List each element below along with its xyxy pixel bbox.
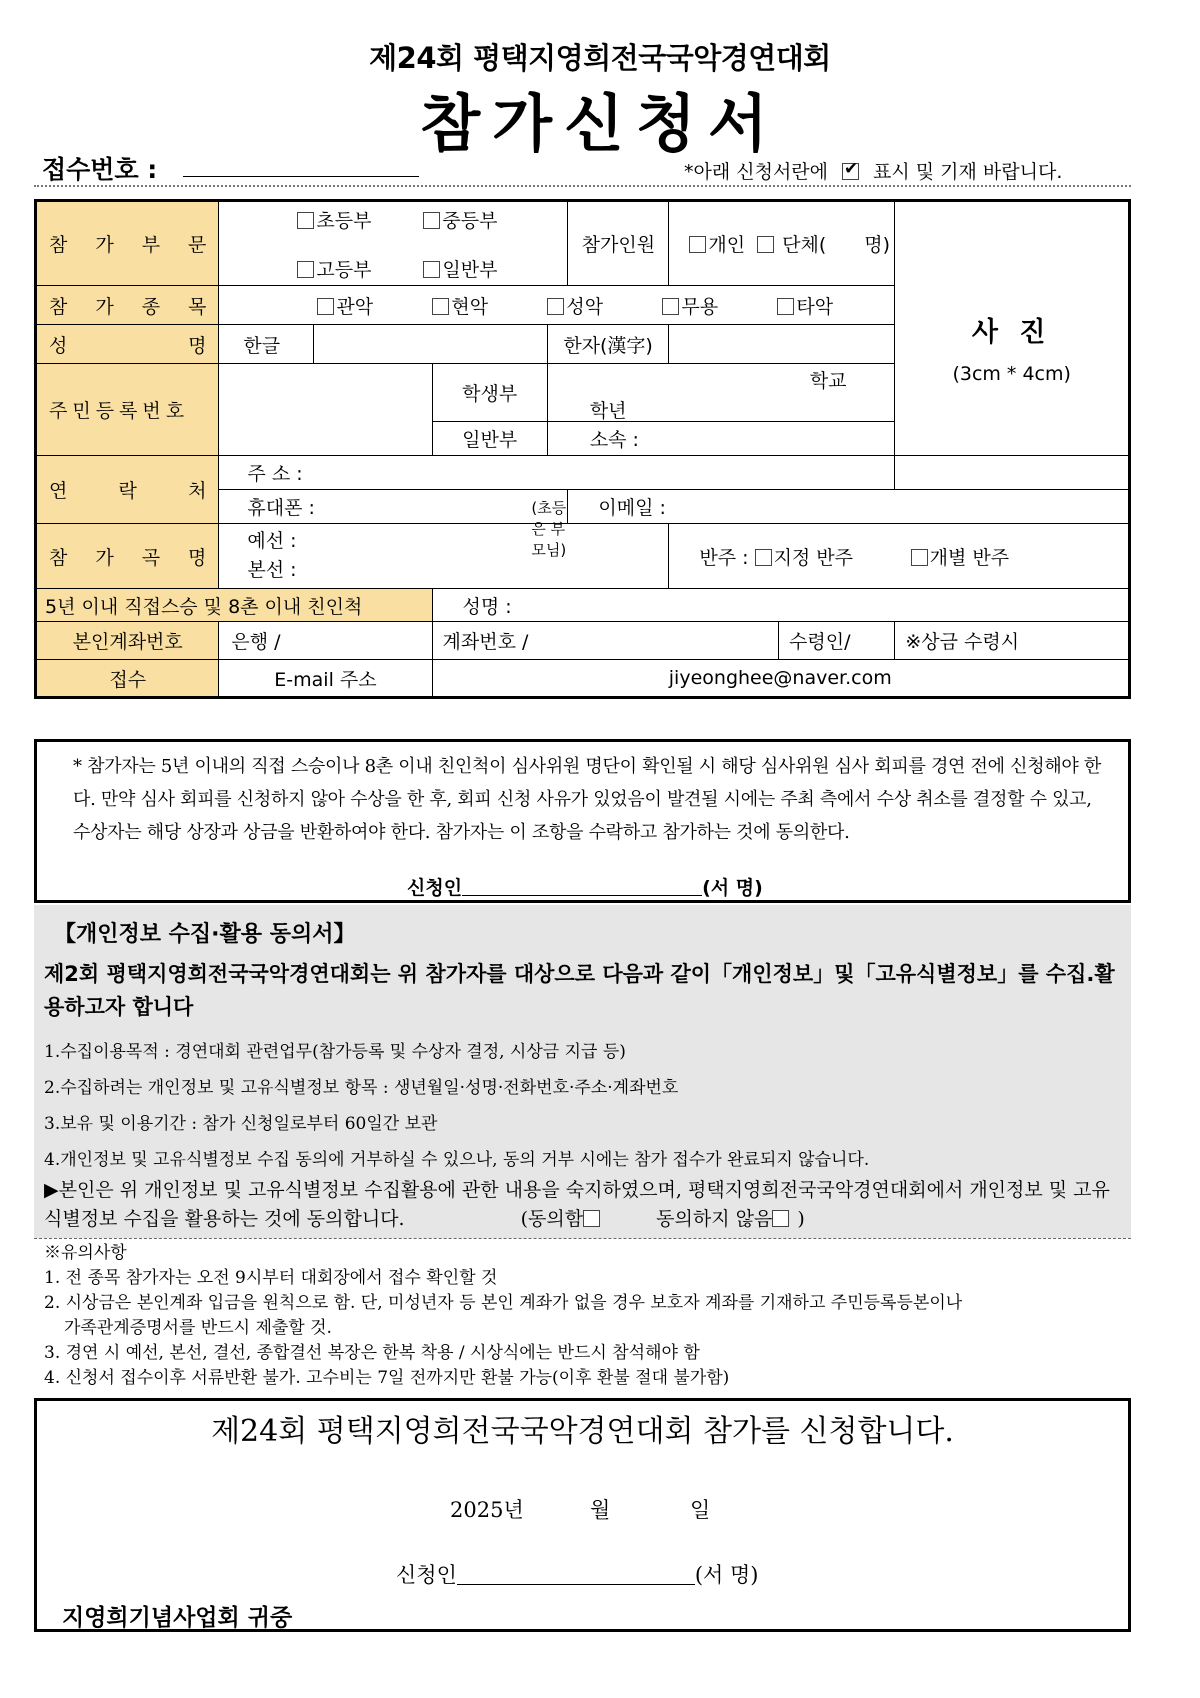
- photo-box: [895, 201, 1130, 456]
- privacy-agreement: ▶본인은 위 개인정보 및 고유식별정보 수집활용에 관한 내용을 숙지하였으며, 평택지영희전국국악경연대회에서 개인정보 및 고유식별정보 수집을 활용하는 것에 동의합니다. (동의함 동의하지 않음 ): [44, 1179, 1110, 1230]
- date-year: 2025년: [450, 1498, 524, 1522]
- category-vocal[interactable]: 성악: [547, 292, 662, 319]
- pledge-text: * 참가자는 5년 이내의 직접 스승이나 8촌 이내 친인척이 심사위원 명단이 확인될 시 해당 심사위원 심사 회피를 경연 전에 신청해야 한다. 만약 심사 회피를 신청하지 않아 수상을 한 후, 회피 신청 사유가 있었음이 발견될 시에는 주최 측에서 수상 취소를 결정할 수 있고, 수상자는 해당 상장과 상금을 반환하여야 한다. 참가자는 이 조항을 수락하고 참가하는 것에 동의한다.: [73, 756, 1102, 843]
- rrn-label: 주민등록번호: [36, 364, 219, 456]
- privacy-intro: 제2회 평택지영희전국국악경연대회는 위 참가자를 대상으로 다음과 같이「개인정보」및「고유식별정보」를 수집.활용하고자 합니다: [44, 962, 1115, 1019]
- name-hangul-field[interactable]: [314, 325, 548, 364]
- application-signature[interactable]: 신청인 (서 명): [396, 1563, 759, 1587]
- contact-label: 연 락 처: [36, 456, 219, 524]
- signature-line[interactable]: [457, 1565, 695, 1585]
- checkbox-example-icon: [842, 163, 859, 180]
- checkbox-icon[interactable]: [547, 298, 564, 315]
- form-title: 참가신청서: [420, 87, 780, 160]
- privacy-item: 2.수집하려는 개인정보 및 고유식별정보 항목 : 생년월일·성명·전화번호·주소·계좌번호: [44, 1078, 679, 1098]
- checkbox-icon[interactable]: [423, 212, 440, 229]
- school-label: 학교: [809, 370, 847, 392]
- participants-options: [669, 201, 895, 286]
- checkbox-icon[interactable]: [423, 261, 440, 278]
- category-options: [219, 286, 895, 325]
- rrn-field[interactable]: [219, 364, 432, 456]
- affiliation-field[interactable]: 소속 :: [547, 422, 895, 456]
- category-dance[interactable]: 무용: [662, 292, 777, 319]
- participants-group[interactable]: 단체(: [757, 234, 826, 256]
- group-count-suffix: 명): [864, 234, 891, 256]
- student-division-label: 학생부: [432, 364, 547, 422]
- participants-label: 참가인원: [568, 201, 669, 286]
- participants-individual[interactable]: 개인: [689, 234, 745, 256]
- checkbox-icon[interactable]: [297, 261, 314, 278]
- category-brass[interactable]: 관악: [317, 292, 432, 319]
- caution-item: 가족관계증명서를 반드시 제출할 것.: [64, 1318, 332, 1338]
- checkbox-icon[interactable]: [757, 236, 774, 253]
- division-general[interactable]: 일반부: [423, 255, 563, 282]
- checkbox-icon[interactable]: [432, 298, 449, 315]
- contest-subtitle: 제24회 평택지영희전국국악경연대회: [369, 41, 831, 75]
- pledge-box: [34, 739, 1131, 903]
- name-hanja-label: 한자(漢字): [547, 325, 669, 364]
- final-label: 본선 :: [247, 559, 297, 581]
- grade-label: 학년: [589, 400, 627, 422]
- agree-option[interactable]: (동의함: [521, 1208, 602, 1230]
- privacy-item: 1.수집이용목적 : 경연대회 관련업무(참가등록 및 수상자 결정, 시상금 지급 등): [44, 1042, 626, 1062]
- cautions-title: ※유의사항: [44, 1243, 127, 1263]
- signature-line[interactable]: [462, 878, 702, 896]
- parent-note: (초등은 부모님): [531, 499, 567, 559]
- cautions-section: [44, 1241, 1134, 1391]
- caution-item: 2. 시상금은 본인계좌 입금을 원칙으로 함. 단, 미성년자 등 본인 계좌가 없을 경우 보호자 계좌를 기재하고 주민등록등본이나: [44, 1293, 963, 1313]
- email-field[interactable]: 이메일 :: [568, 490, 1130, 524]
- accompaniment-individual[interactable]: 개별 반주: [911, 547, 1009, 569]
- dotted-divider: [34, 185, 1131, 187]
- checkbox-icon[interactable]: [689, 236, 706, 253]
- disagree-option[interactable]: 동의하지 않음: [656, 1208, 791, 1230]
- accompaniment-label: 반주 :: [699, 546, 749, 569]
- prize-note: ※상금 수령시: [895, 622, 1130, 660]
- checkbox-icon[interactable]: [755, 549, 772, 566]
- privacy-item: 3.보유 및 이용기간 : 참가 신청일로부터 60일간 보관: [44, 1114, 438, 1134]
- caution-item: 3. 경연 시 예선, 본선, 결선, 종합결선 복장은 한복 착용 / 시상식에는 반드시 참석해야 함: [44, 1343, 700, 1363]
- submit-label: 접수: [36, 660, 219, 698]
- recipient-field[interactable]: 수령인/: [779, 622, 895, 660]
- date-day: 일: [690, 1498, 711, 1522]
- application-statement: 제24회 평택지영희전국국악경연대회 참가를 신청합니다.: [211, 1414, 954, 1449]
- caution-item: 1. 전 종목 참가자는 오전 9시부터 대회장에서 접수 확인할 것: [44, 1268, 498, 1288]
- name-hangul-label: 한글: [219, 325, 314, 364]
- submit-email-address: jiyeonghee@naver.com: [432, 660, 1129, 698]
- checkbox-icon[interactable]: [317, 298, 334, 315]
- privacy-agreement-text: ▶본인은 위 개인정보 및 고유식별정보 수집활용에 관한 내용을 숙지하였으며, 평택지영희전국국악경연대회에서 개인정보 및 고유식별정보 수집을 활용하는 것에 동의합니다.: [44, 1179, 1110, 1230]
- division-options: [219, 201, 568, 286]
- receipt-number-label: 접수번호 :: [42, 155, 158, 184]
- checkbox-icon[interactable]: [772, 1210, 789, 1227]
- name-hanja-field[interactable]: [669, 325, 895, 364]
- address-field[interactable]: 주 소 :: [219, 456, 895, 490]
- mobile-label: 휴대폰 :: [247, 497, 315, 519]
- general-division-label: 일반부: [432, 422, 547, 456]
- checkbox-icon[interactable]: [297, 212, 314, 229]
- photo-label: 사 진: [971, 317, 1052, 348]
- name-label: 성 명: [36, 325, 219, 364]
- accompaniment-field: [669, 524, 1130, 589]
- division-middle[interactable]: 중등부: [423, 206, 563, 233]
- checkbox-icon[interactable]: [662, 298, 679, 315]
- song-label: 참 가 곡 명: [36, 524, 219, 589]
- privacy-item: 4.개인정보 및 고유식별정보 수집 동의에 거부하실 수 있으나, 동의 거부 시에는 참가 접수가 완료되지 않습니다.: [44, 1150, 870, 1170]
- notice-text-before: *아래 신청서란에: [684, 161, 829, 183]
- division-elementary[interactable]: 초등부: [297, 206, 423, 233]
- checkbox-icon[interactable]: [777, 298, 794, 315]
- submit-email-label: E-mail 주소: [219, 660, 432, 698]
- instruction-notice: [684, 157, 1062, 184]
- photo-size: (3cm * 4cm): [952, 363, 1071, 385]
- checkbox-icon[interactable]: [583, 1210, 600, 1227]
- checkbox-icon[interactable]: [911, 549, 928, 566]
- dashed-divider: [34, 1238, 1131, 1239]
- pledge-signature[interactable]: 신청인 (서 명): [407, 877, 763, 899]
- category-label: 참 가 종 목: [36, 286, 219, 325]
- application-date[interactable]: [450, 1494, 710, 1524]
- application-recipient: 지영희기념사업회 귀중: [62, 1605, 293, 1631]
- accompaniment-designated[interactable]: 지정 반주: [755, 543, 905, 570]
- category-strings[interactable]: 현악: [432, 292, 547, 319]
- relation-name-field[interactable]: 성명 :: [432, 589, 1129, 622]
- bank-field[interactable]: 은행 /: [219, 622, 432, 660]
- division-high[interactable]: 고등부: [297, 255, 423, 282]
- prelim-label: 예선 :: [247, 530, 297, 552]
- receipt-number-field[interactable]: [183, 176, 419, 177]
- notice-text-after: 표시 및 기재 바랍니다.: [873, 161, 1063, 183]
- application-form-table: [34, 199, 1131, 699]
- date-month: 월: [590, 1498, 611, 1522]
- caution-item: 4. 신청서 접수이후 서류반환 불가. 고수비는 7일 전까지만 환불 가능(이후 환불 절대 불가함): [44, 1368, 730, 1388]
- song-field[interactable]: [219, 524, 669, 589]
- account-number-field[interactable]: 계좌번호 /: [432, 622, 779, 660]
- privacy-title: 【개인정보 수집·활용 동의서】: [54, 922, 356, 947]
- category-percussion[interactable]: 타악: [777, 296, 833, 318]
- account-label: 본인계좌번호: [36, 622, 219, 660]
- relation-label: 5년 이내 직접스승 및 8촌 이내 친인척: [36, 589, 433, 622]
- division-label: 참 가 부 문: [36, 201, 219, 286]
- school-grade-field[interactable]: [547, 364, 895, 422]
